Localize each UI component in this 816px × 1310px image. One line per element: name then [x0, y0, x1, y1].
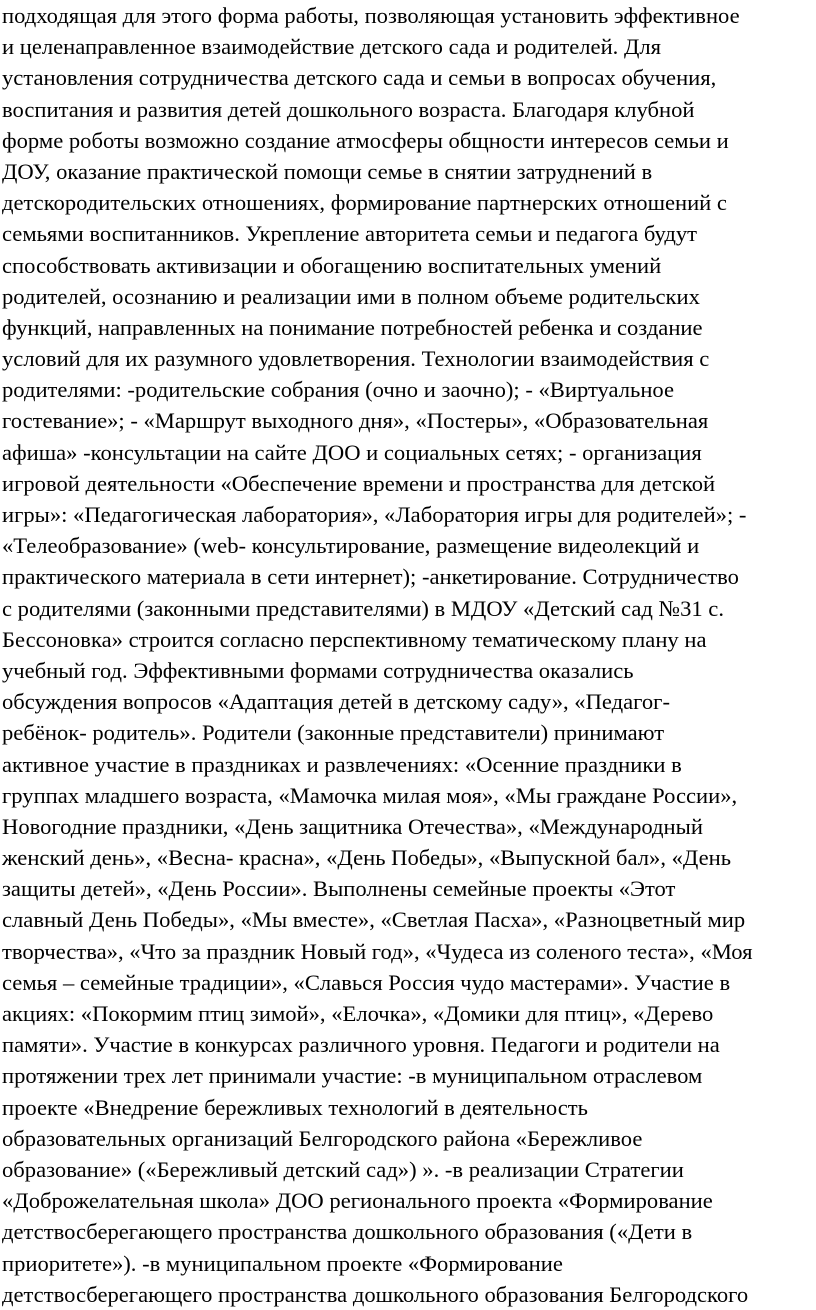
text-line: родителями: -родительские собрания (очно и заочно); - «Виртуальное: [2, 377, 675, 403]
text-line: «Телеобразование» (web- консультирование, размещение видеолекций и: [2, 533, 700, 559]
text-line: приоритете»). -в муниципальном проекте «Формирование: [2, 1250, 563, 1276]
text-line: игровой деятельности «Обеспечение времени и пространства для детской: [2, 470, 716, 496]
text-line: афиша» -консультации на сайте ДОО и социальных сетях; - организация: [2, 439, 702, 465]
text-line: женский день», «Весна- красна», «День Победы», «Выпускной бал», «День: [2, 845, 732, 871]
text-line: группах младшего возраста, «Мамочка милая моя», «Мы граждане России»,: [2, 782, 738, 808]
text-line: Бессоновка» строится согласно перспективному тематическому плану на: [2, 626, 707, 652]
text-line: условий для их разумного удовлетворения. Технологии взаимодействия с: [2, 346, 710, 372]
text-line: воспитания и развития детей дошкольного возраста. Благодаря клубной: [2, 96, 695, 122]
text-line: образование» («Бережливый детский сад») ». -в реализации Стратегии: [2, 1156, 684, 1182]
text-line: проекте «Внедрение бережливых технологий в деятельность: [2, 1094, 588, 1120]
text-line: активное участие в праздниках и развлечениях: «Осенние праздники в: [2, 751, 682, 777]
text-line: учебный год. Эффективными формами сотрудничества оказались: [2, 657, 634, 683]
text-line: практического материала в сети интернет); -анкетирование. Сотрудничество: [2, 564, 739, 590]
text-line: памяти». Участие в конкурсах различного уровня. Педагоги и родители на: [2, 1032, 720, 1058]
text-line: установления сотрудничества детского сада и семьи в вопросах обучения,: [2, 65, 717, 91]
text-line: Новогодние праздники, «День защитника Отечества», «Международный: [2, 813, 703, 839]
text-line: гостевание»; - «Маршрут выходного дня», «Постеры», «Образовательная: [2, 408, 709, 434]
text-line: ребёнок- родитель». Родители (законные представители) принимают: [2, 720, 665, 746]
text-line: семья – семейные традиции», «Славься Россия чудо мастерами». Участие в: [2, 969, 731, 995]
text-line: творчества», «Что за праздник Новый год», «Чудеса из соленого теста», «Моя: [2, 938, 753, 964]
text-line: акциях: «Покормим птиц зимой», «Елочка», «Домики для птиц», «Дерево: [2, 1001, 714, 1026]
text-line: семьями воспитанников. Укрепление авторитета семьи и педагога будут: [2, 221, 698, 247]
text-line: форме роботы возможно создание атмосферы общности интересов семьи и: [2, 127, 729, 153]
text-line: и целенаправленное взаимодействие детского сада и родителей. Для: [2, 34, 662, 60]
text-line: функций, направленных на понимание потребностей ребенка и создание: [2, 314, 703, 340]
text-line: славный День Победы», «Мы вместе», «Светлая Пасха», «Разноцветный мир: [2, 907, 746, 933]
body-text: [2, 0, 814, 1310]
text-line: протяжении трех лет принимали участие: -в муниципальном отраслевом: [2, 1063, 703, 1089]
text-line: защиты детей», «День России». Выполнены семейные проекты «Этот: [2, 876, 676, 902]
text-line: обсуждения вопросов «Адаптация детей в детскому саду», «Педагог-: [2, 689, 670, 715]
text-line: с родителями (законными представителями) в МДОУ «Детский сад №31 с.: [2, 595, 724, 621]
text-line: способствовать активизации и обогащению воспитательных умений: [2, 252, 662, 278]
text-line: родителей, осознанию и реализации ими в полном объеме родительских: [2, 283, 700, 309]
text-line: детскородительских отношениях, формирование партнерских отношений с: [2, 190, 727, 216]
text-line: игры»: «Педагогическая лаборатория», «Лаборатория игры для родителей»; -: [2, 502, 747, 527]
text-line: детствосберегающего пространства дошкольного образования Белгородского: [2, 1281, 749, 1307]
text-line: ДОУ, оказание практической помощи семье в снятии затруднений в: [2, 158, 653, 184]
text-line: образовательных организаций Белгородского района «Бережливое: [2, 1125, 643, 1151]
text-line: «Доброжелательная школа» ДОО регионального проекта «Формирование: [2, 1188, 713, 1214]
text-line: детствосберегающего пространства дошкольного образования («Дети в: [2, 1219, 693, 1245]
text-line: подходящая для этого форма работы, позволяющая установить эффективное: [2, 3, 740, 28]
